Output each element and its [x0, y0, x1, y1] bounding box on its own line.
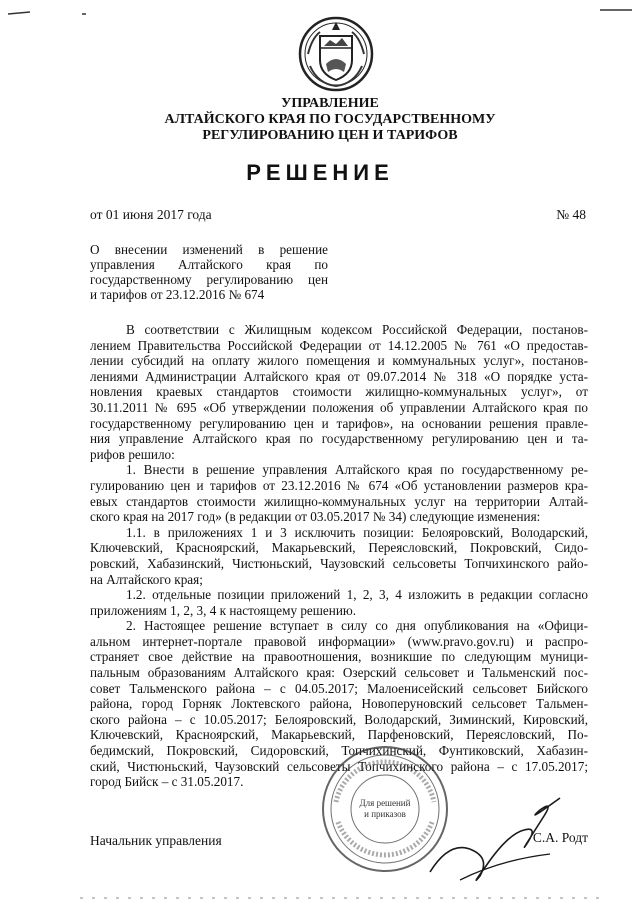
text-line: рифов решило:: [90, 446, 175, 462]
text-line: 1.1. в приложениях 1 и 3 исключить позиции: Белояровский, Володарский,: [126, 524, 588, 540]
paragraph-preamble: [90, 322, 588, 462]
paragraph-item-1-1: [90, 525, 588, 587]
subject-line: О внесении изменений в решение: [90, 242, 328, 257]
text-line: района, город Горняк Локтевского района, Новоперуновский сельсовет Тальмен-: [90, 696, 588, 712]
paragraph-item-1-2: [90, 587, 588, 618]
text-line: лении субсидий на оплату жилого помещения и коммунальных услуг», постанов-: [90, 353, 588, 369]
document-date: от 01 июня 2017 года: [90, 207, 212, 222]
stamp-center-line-1: Для решений: [359, 798, 411, 808]
document-type-title: РЕШЕНИЕ: [246, 160, 394, 185]
text-line: гулированию цен и тарифов от 23.12.2016 № 674 «Об установлении размеров кра-: [90, 477, 588, 493]
text-line: бедимский, Покровский, Сидоровский, Топчихинский, Фунтиковский, Хабазин-: [90, 743, 588, 759]
text-line: ский, Чистюньский, Чаузовский сельсоветы Топчихинского района – с 17.05.2017;: [90, 758, 588, 774]
text-line: город Бийск – с 31.05.2017.: [90, 774, 244, 790]
text-line: новления краевых стандартов стоимости жилищно-коммунальных услуг», от: [90, 384, 588, 400]
text-line: 1. Внести в решение управления Алтайского края по государственному ре-: [126, 462, 588, 478]
organization-header: [110, 96, 550, 144]
org-name-line-3: РЕГУЛИРОВАНИЮ ЦЕН И ТАРИФОВ: [202, 128, 458, 143]
text-line: 2. Настоящее решение вступает в силу со дня опубликования на «Офици-: [126, 618, 588, 634]
text-line: ровский, Хабазинский, Чистюньский, Чаузовский сельсоветы Топчихинского райо-: [90, 555, 588, 571]
text-line: совет Тальменского района – с 04.05.2017; Малоенисейский сельсовет Бийского: [90, 680, 588, 696]
subject-line: управления Алтайского края по: [90, 257, 328, 272]
text-line: Ключевский, Красноярский, Макарьевский, Парфеновский, Переясловский, По-: [90, 727, 588, 743]
text-line: страняет свое действие на правоотношения, возникшие по следующим муници-: [90, 649, 588, 665]
org-name-line-1: УПРАВЛЕНИЕ: [281, 96, 379, 111]
text-line: альном интернет-портале правовой информации» (www.pravo.gov.ru) и распро-: [90, 633, 588, 649]
signatory-title: Начальник управления: [90, 833, 222, 848]
text-line: пальным образованиям Алтайского края: Озерский сельсовет и Тальменский пос-: [90, 665, 588, 681]
text-line: ского края на 2017 год» (в редакции от 03.05.2017 № 34) следующие изменения:: [90, 509, 541, 525]
signatory-name: С.А. Родт: [532, 830, 588, 845]
text-line: евых стандартов стоимости жилищно-коммунальных услуг на территории Алтай-: [90, 493, 588, 509]
altai-coat-of-arms-emblem: [296, 14, 376, 94]
text-line: лениями Администрации Алтайского края от 09.07.2014 № 318 «О порядке уста-: [90, 368, 588, 384]
subject-line: государственному регулированию цен: [90, 272, 328, 287]
text-line: 30.11.2011 № 695 «Об утверждении положения об управлении Алтайского края по: [90, 399, 588, 415]
text-line: ского района – с 10.05.2017; Белояровский, Володарский, Зиминский, Кировский,: [90, 711, 588, 727]
document-subject: [90, 242, 328, 302]
text-line: лением Правительства Российской Федерации от 14.12.2005 № 761 «О предостав-: [90, 337, 588, 353]
org-name-line-2: АЛТАЙСКОГО КРАЯ ПО ГОСУДАРСТВЕННОМУ: [164, 112, 496, 127]
text-line: В соответствии с Жилищным кодексом Российской Федерации, постанов-: [126, 322, 588, 337]
text-line: ния управление Алтайского края по государственному регулированию цен и та-: [90, 431, 588, 447]
document-number: № 48: [556, 207, 586, 222]
text-line: на Алтайского края;: [90, 571, 203, 587]
subject-line: и тарифов от 23.12.2016 № 674: [90, 287, 265, 302]
paragraph-item-1: [90, 462, 588, 524]
text-line: 1.2. отдельные позиции приложений 1, 2, 3, 4 изложить в редакции согласно: [126, 587, 588, 603]
stamp-center-line-2: и приказов: [364, 809, 406, 819]
text-line: государственному регулированию цен и тарифов», на основании решения правле-: [90, 415, 588, 431]
document-body: [90, 322, 588, 790]
text-line: приложениям 1, 2, 3, 4 к настоящему решению.: [90, 602, 357, 618]
text-line: Ключевский, Красноярский, Макарьевский, Переясловский, Покровский, Сидо-: [90, 540, 588, 556]
